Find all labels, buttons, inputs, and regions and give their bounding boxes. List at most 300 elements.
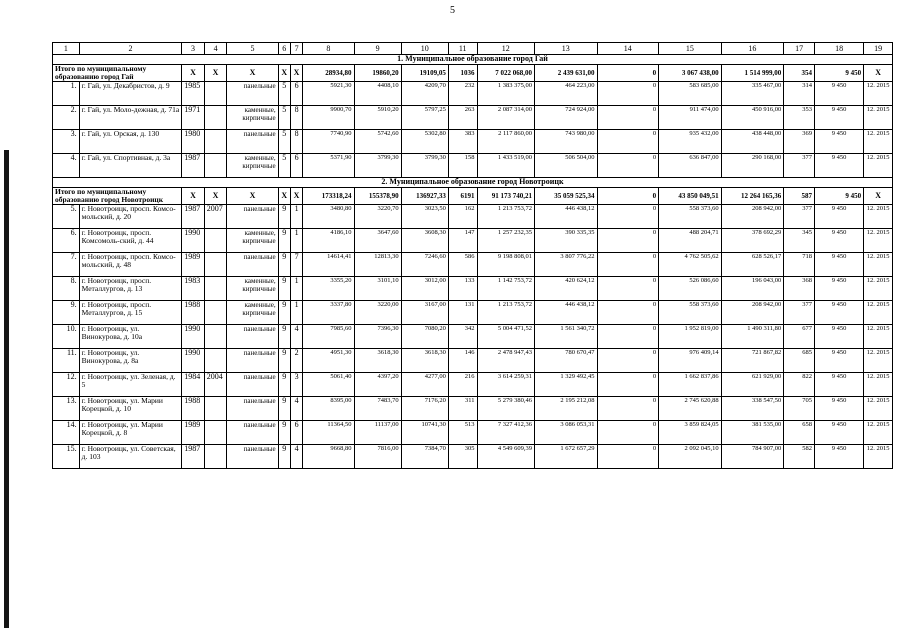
year-built: 1980 (182, 130, 205, 154)
section-title-row (53, 178, 893, 188)
row-number: 6. (53, 229, 80, 253)
year-renovated: 2004 (204, 373, 227, 397)
data-cell: 5 279 380,46 (477, 397, 534, 421)
data-cell: 3618,30 (401, 349, 448, 373)
data-cell: 583 685,00 (659, 82, 722, 106)
summary-cell: X (204, 65, 227, 82)
data-cell: 368 (784, 277, 815, 301)
floors: 9 (278, 205, 290, 229)
year-built: 1989 (182, 253, 205, 277)
entrances: 8 (290, 106, 302, 130)
address: г. Гай, ул. Спортивная, д. 3а (79, 154, 182, 178)
data-cell: 1 490 311,80 (721, 325, 784, 349)
row-number: 4. (53, 154, 80, 178)
data-cell: 290 168,00 (721, 154, 784, 178)
data-cell: 2 087 314,00 (477, 106, 534, 130)
data-cell: 586 (448, 253, 477, 277)
floors: 9 (278, 277, 290, 301)
data-cell: 377 (784, 301, 815, 325)
data-cell: 628 526,17 (721, 253, 784, 277)
table-row (53, 445, 893, 469)
summary-cell: X (278, 65, 290, 82)
row-number: 12. (53, 373, 80, 397)
summary-cell: 19860,20 (354, 65, 401, 82)
entrances: 2 (290, 349, 302, 373)
data-cell: 3220,00 (354, 301, 401, 325)
data-cell: 7246,60 (401, 253, 448, 277)
summary-cell: 0 (597, 65, 659, 82)
summary-cell: X (182, 188, 205, 205)
address: г. Новотроицк, просп. Комсомоль-ский, д. 44 (79, 229, 182, 253)
data-cell: 12. 2015 (864, 154, 893, 178)
address: г. Новотроицк, просп. Комсо-мольский, д. 20 (79, 205, 182, 229)
data-cell: 721 867,82 (721, 349, 784, 373)
data-cell: 4 549 609,39 (477, 445, 534, 469)
year-built: 1990 (182, 349, 205, 373)
column-number: 7 (290, 43, 302, 55)
data-cell: 311 (448, 397, 477, 421)
address: г. Гай, ул. Орская, д. 130 (79, 130, 182, 154)
address: г. Гай, ул. Декабристов, д. 9 (79, 82, 182, 106)
wall-material: панельные (227, 205, 278, 229)
year-built: 1990 (182, 229, 205, 253)
scan-edge-bar (4, 150, 9, 628)
year-renovated (204, 421, 227, 445)
data-cell: 7 327 412,36 (477, 421, 534, 445)
data-cell: 11364,50 (303, 421, 354, 445)
row-number: 7. (53, 253, 80, 277)
data-cell: 11137,00 (354, 421, 401, 445)
summary-cell: 91 173 740,21 (477, 188, 534, 205)
table-row (53, 154, 893, 178)
year-built: 1987 (182, 154, 205, 178)
data-cell: 12. 2015 (864, 229, 893, 253)
year-renovated (204, 397, 227, 421)
section-title-row (53, 55, 893, 65)
summary-cell: 9 450 (814, 188, 863, 205)
summary-cell: X (204, 188, 227, 205)
data-cell: 162 (448, 205, 477, 229)
floors: 9 (278, 373, 290, 397)
data-cell: 345 (784, 229, 815, 253)
year-renovated (204, 301, 227, 325)
data-cell: 0 (597, 325, 659, 349)
data-cell: 12. 2015 (864, 277, 893, 301)
column-number: 13 (534, 43, 597, 55)
data-cell: 5910,20 (354, 106, 401, 130)
data-cell: 3167,00 (401, 301, 448, 325)
year-built: 1988 (182, 397, 205, 421)
data-cell: 0 (597, 82, 659, 106)
row-number: 15. (53, 445, 80, 469)
entrances: 1 (290, 277, 302, 301)
table-row (53, 205, 893, 229)
floors: 9 (278, 397, 290, 421)
entrances: 4 (290, 397, 302, 421)
table-row (53, 325, 893, 349)
data-cell: 420 624,12 (534, 277, 597, 301)
data-cell: 3799,30 (354, 154, 401, 178)
data-cell: 12. 2015 (864, 130, 893, 154)
year-renovated (204, 154, 227, 178)
data-cell: 0 (597, 397, 659, 421)
floors: 9 (278, 229, 290, 253)
data-cell: 10741,30 (401, 421, 448, 445)
data-cell: 3337,80 (303, 301, 354, 325)
data-cell: 1 142 753,72 (477, 277, 534, 301)
column-number: 14 (597, 43, 659, 55)
table-row (53, 397, 893, 421)
data-cell: 9 450 (814, 82, 863, 106)
data-cell: 5797,25 (401, 106, 448, 130)
data-cell: 5742,60 (354, 130, 401, 154)
data-cell: 216 (448, 373, 477, 397)
data-cell: 4951,30 (303, 349, 354, 373)
data-cell: 377 (784, 205, 815, 229)
wall-material: панельные (227, 349, 278, 373)
data-cell: 685 (784, 349, 815, 373)
data-cell: 305 (448, 445, 477, 469)
table-row (53, 82, 893, 106)
summary-cell: 3 067 438,00 (659, 65, 722, 82)
data-cell: 9900,70 (303, 106, 354, 130)
data-cell: 131 (448, 301, 477, 325)
summary-cell: 1 514 999,00 (721, 65, 784, 82)
year-built: 1987 (182, 445, 205, 469)
column-number: 10 (401, 43, 448, 55)
summary-cell: 28934,80 (303, 65, 354, 82)
data-cell: 506 504,00 (534, 154, 597, 178)
data-cell: 7740,90 (303, 130, 354, 154)
summary-cell: X (864, 188, 893, 205)
data-cell: 12. 2015 (864, 397, 893, 421)
summary-cell: 136927,33 (401, 188, 448, 205)
data-cell: 780 670,47 (534, 349, 597, 373)
data-cell: 9 450 (814, 205, 863, 229)
data-cell: 558 373,60 (659, 205, 722, 229)
column-number: 6 (278, 43, 290, 55)
data-cell: 1 561 340,72 (534, 325, 597, 349)
address: г. Новотроицк, ул. Зеленая, д. 5 (79, 373, 182, 397)
data-cell: 9 450 (814, 349, 863, 373)
data-cell: 7396,30 (354, 325, 401, 349)
row-number: 5. (53, 205, 80, 229)
data-cell: 1 662 837,86 (659, 373, 722, 397)
data-cell: 526 086,60 (659, 277, 722, 301)
data-cell: 446 438,12 (534, 205, 597, 229)
address: г. Новотроицк, ул. Советская, д. 103 (79, 445, 182, 469)
data-cell: 5302,80 (401, 130, 448, 154)
data-cell: 9 450 (814, 373, 863, 397)
entrances: 6 (290, 154, 302, 178)
data-cell: 7384,70 (401, 445, 448, 469)
data-cell: 12. 2015 (864, 205, 893, 229)
data-cell: 2 092 045,10 (659, 445, 722, 469)
table-row (53, 229, 893, 253)
data-cell: 314 (784, 82, 815, 106)
data-cell: 4 762 505,62 (659, 253, 722, 277)
data-cell: 636 847,00 (659, 154, 722, 178)
data-cell: 5 004 471,52 (477, 325, 534, 349)
summary-row (53, 188, 893, 205)
data-cell: 3608,30 (401, 229, 448, 253)
data-cell: 718 (784, 253, 815, 277)
column-number: 15 (659, 43, 722, 55)
summary-cell: X (290, 65, 302, 82)
row-number: 11. (53, 349, 80, 373)
floors: 9 (278, 253, 290, 277)
data-cell: 3480,80 (303, 205, 354, 229)
wall-material: каменные, кирпичные (227, 106, 278, 130)
data-cell: 743 980,00 (534, 130, 597, 154)
data-cell: 1 952 819,00 (659, 325, 722, 349)
data-cell: 7080,20 (401, 325, 448, 349)
data-cell: 9 450 (814, 421, 863, 445)
wall-material: панельные (227, 253, 278, 277)
data-cell: 3 614 259,31 (477, 373, 534, 397)
data-cell: 1 213 753,72 (477, 301, 534, 325)
wall-material: панельные (227, 397, 278, 421)
data-cell: 621 929,00 (721, 373, 784, 397)
summary-cell: X (290, 188, 302, 205)
summary-cell: 9 450 (814, 65, 863, 82)
data-cell: 390 335,35 (534, 229, 597, 253)
data-cell: 0 (597, 301, 659, 325)
section-title: 1. Муниципальное образование город Гай (53, 55, 893, 65)
data-cell: 582 (784, 445, 815, 469)
data-cell: 2 117 860,00 (477, 130, 534, 154)
entrances: 1 (290, 229, 302, 253)
wall-material: панельные (227, 373, 278, 397)
address: г. Новотроицк, ул. Марии Корецкой, д. 10 (79, 397, 182, 421)
address: г. Гай, ул. Моло-дежная, д. 71а (79, 106, 182, 130)
data-cell: 9 450 (814, 253, 863, 277)
column-number: 4 (204, 43, 227, 55)
column-number: 1 (53, 43, 80, 55)
table-row (53, 373, 893, 397)
year-built: 1984 (182, 373, 205, 397)
data-cell: 12. 2015 (864, 301, 893, 325)
data-cell: 133 (448, 277, 477, 301)
address: г. Новотроицк, просп. Металлургов, д. 13 (79, 277, 182, 301)
wall-material: панельные (227, 82, 278, 106)
address: г. Новотроицк, ул. Винокурова, д. 10а (79, 325, 182, 349)
data-cell: 4397,20 (354, 373, 401, 397)
data-cell: 658 (784, 421, 815, 445)
data-cell: 7985,60 (303, 325, 354, 349)
page-number: 5 (450, 5, 455, 16)
row-number: 8. (53, 277, 80, 301)
table-row (53, 277, 893, 301)
data-cell: 0 (597, 253, 659, 277)
data-cell: 353 (784, 106, 815, 130)
data-cell: 232 (448, 82, 477, 106)
section-title: 2. Муниципальное образование город Новотроицк (53, 178, 893, 188)
data-cell: 369 (784, 130, 815, 154)
wall-material: панельные (227, 421, 278, 445)
column-number: 9 (354, 43, 401, 55)
column-number: 19 (864, 43, 893, 55)
data-cell: 9 450 (814, 325, 863, 349)
data-cell: 12. 2015 (864, 82, 893, 106)
table-row (53, 253, 893, 277)
data-cell: 1 329 492,45 (534, 373, 597, 397)
year-renovated: 2007 (204, 205, 227, 229)
data-cell: 2 195 212,08 (534, 397, 597, 421)
data-cell: 383 (448, 130, 477, 154)
data-cell: 9 450 (814, 301, 863, 325)
summary-cell: 19109,05 (401, 65, 448, 82)
data-cell: 0 (597, 106, 659, 130)
summary-row (53, 65, 893, 82)
entrances: 4 (290, 445, 302, 469)
row-number: 1. (53, 82, 80, 106)
year-renovated (204, 253, 227, 277)
data-cell: 3 086 053,31 (534, 421, 597, 445)
data-cell: 822 (784, 373, 815, 397)
data-cell: 3023,50 (401, 205, 448, 229)
entrances: 3 (290, 373, 302, 397)
data-cell: 9 198 808,01 (477, 253, 534, 277)
data-cell: 14614,41 (303, 253, 354, 277)
data-cell: 9 450 (814, 154, 863, 178)
entrances: 4 (290, 325, 302, 349)
column-number: 8 (303, 43, 354, 55)
summary-cell: 1036 (448, 65, 477, 82)
data-cell: 9 450 (814, 106, 863, 130)
summary-cell: 6191 (448, 188, 477, 205)
floors: 9 (278, 301, 290, 325)
year-renovated (204, 229, 227, 253)
year-built: 1983 (182, 277, 205, 301)
data-cell: 5921,30 (303, 82, 354, 106)
address: г. Новотроицк, ул. Марии Корецкой, д. 8 (79, 421, 182, 445)
year-renovated (204, 445, 227, 469)
data-cell: 976 409,14 (659, 349, 722, 373)
data-cell: 12. 2015 (864, 349, 893, 373)
year-renovated (204, 130, 227, 154)
data-cell: 0 (597, 154, 659, 178)
data-cell: 12. 2015 (864, 421, 893, 445)
summary-cell: 43 850 049,51 (659, 188, 722, 205)
floors: 5 (278, 82, 290, 106)
table-row (53, 130, 893, 154)
row-number: 3. (53, 130, 80, 154)
data-cell: 724 924,00 (534, 106, 597, 130)
data-cell: 4209,70 (401, 82, 448, 106)
data-cell: 0 (597, 205, 659, 229)
data-cell: 0 (597, 130, 659, 154)
housing-table (52, 42, 893, 469)
summary-cell: X (227, 65, 278, 82)
wall-material: каменные, кирпичные (227, 229, 278, 253)
data-cell: 2 745 620,88 (659, 397, 722, 421)
data-cell: 3647,60 (354, 229, 401, 253)
summary-label: Итого по муниципальному образованию город Гай (53, 65, 182, 82)
summary-cell: X (864, 65, 893, 82)
data-cell: 8395,00 (303, 397, 354, 421)
data-cell: 377 (784, 154, 815, 178)
summary-cell: 0 (597, 188, 659, 205)
data-cell: 12. 2015 (864, 106, 893, 130)
data-cell: 0 (597, 229, 659, 253)
data-cell: 450 916,00 (721, 106, 784, 130)
summary-cell: 35 059 525,34 (534, 188, 597, 205)
floors: 9 (278, 325, 290, 349)
data-cell: 0 (597, 349, 659, 373)
address: г. Новотроицк, просп. Комсо-мольский, д. 48 (79, 253, 182, 277)
summary-label: Итого по муниципальному образованию город Новотроицк (53, 188, 182, 205)
data-cell: 935 432,00 (659, 130, 722, 154)
data-cell: 911 474,00 (659, 106, 722, 130)
data-cell: 9 450 (814, 229, 863, 253)
floors: 9 (278, 445, 290, 469)
year-renovated (204, 277, 227, 301)
wall-material: панельные (227, 130, 278, 154)
data-cell: 5061,40 (303, 373, 354, 397)
data-cell: 438 448,00 (721, 130, 784, 154)
column-number: 5 (227, 43, 278, 55)
year-built: 1988 (182, 301, 205, 325)
wall-material: панельные (227, 325, 278, 349)
data-cell: 3220,70 (354, 205, 401, 229)
floors: 5 (278, 106, 290, 130)
summary-cell: 173318,24 (303, 188, 354, 205)
data-cell: 338 547,50 (721, 397, 784, 421)
column-number: 2 (79, 43, 182, 55)
data-cell: 208 942,00 (721, 301, 784, 325)
floors: 5 (278, 130, 290, 154)
data-cell: 147 (448, 229, 477, 253)
year-built: 1990 (182, 325, 205, 349)
column-number-row (53, 43, 893, 55)
wall-material: каменные, кирпичные (227, 301, 278, 325)
data-cell: 4408,10 (354, 82, 401, 106)
data-cell: 3355,20 (303, 277, 354, 301)
year-renovated (204, 82, 227, 106)
column-number: 17 (784, 43, 815, 55)
data-cell: 2 478 947,43 (477, 349, 534, 373)
year-built: 1971 (182, 106, 205, 130)
data-cell: 4186,10 (303, 229, 354, 253)
column-number: 18 (814, 43, 863, 55)
data-cell: 12. 2015 (864, 373, 893, 397)
column-number: 3 (182, 43, 205, 55)
data-cell: 488 204,71 (659, 229, 722, 253)
entrances: 6 (290, 421, 302, 445)
data-cell: 342 (448, 325, 477, 349)
year-built: 1989 (182, 421, 205, 445)
table-row (53, 421, 893, 445)
table-row (53, 349, 893, 373)
year-renovated (204, 325, 227, 349)
floors: 5 (278, 154, 290, 178)
wall-material: каменные, кирпичные (227, 277, 278, 301)
data-cell: 464 223,00 (534, 82, 597, 106)
data-cell: 158 (448, 154, 477, 178)
entrances: 8 (290, 130, 302, 154)
entrances: 6 (290, 82, 302, 106)
data-cell: 513 (448, 421, 477, 445)
data-cell: 12. 2015 (864, 253, 893, 277)
row-number: 9. (53, 301, 80, 325)
data-cell: 3799,30 (401, 154, 448, 178)
wall-material: панельные (227, 445, 278, 469)
data-cell: 146 (448, 349, 477, 373)
row-number: 14. (53, 421, 80, 445)
data-cell: 705 (784, 397, 815, 421)
data-cell: 677 (784, 325, 815, 349)
